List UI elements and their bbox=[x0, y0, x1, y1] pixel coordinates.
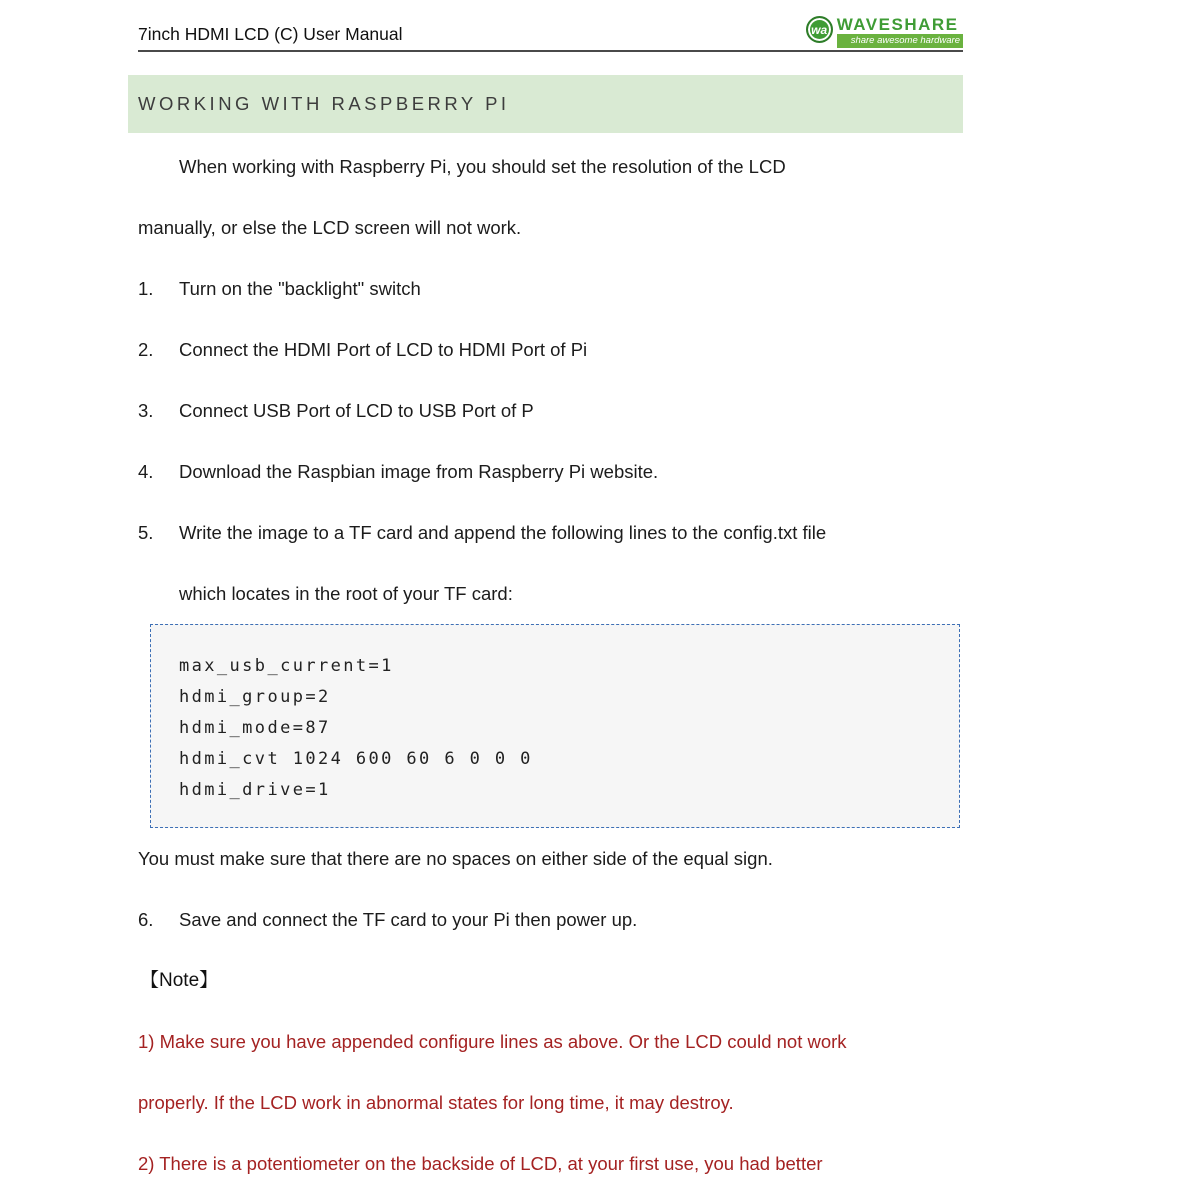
step-4 bbox=[138, 441, 962, 502]
config-line-1: max_usb_current=1 bbox=[179, 656, 394, 676]
step-6-text: Save and connect the TF card to your Pi then power up. bbox=[179, 909, 638, 930]
waveshare-logo bbox=[806, 16, 963, 48]
step-4-number: 4. bbox=[138, 461, 154, 482]
config-code-block bbox=[150, 624, 960, 828]
page-header bbox=[138, 16, 963, 48]
section-title: WORKING WITH RASPBERRY PI bbox=[138, 93, 510, 114]
step-5 bbox=[138, 502, 962, 563]
step-1-number: 1. bbox=[138, 278, 154, 299]
step-1-text: Turn on the "backlight" switch bbox=[179, 278, 421, 299]
config-line-4: hdmi_cvt 1024 600 60 6 0 0 0 bbox=[179, 749, 533, 769]
equal-sign-note: You must make sure that there are no spaces on either side of the equal sign. bbox=[138, 848, 773, 869]
header-divider bbox=[138, 50, 963, 52]
waveshare-logo-text bbox=[837, 16, 963, 48]
step-2-text: Connect the HDMI Port of LCD to HDMI Port of Pi bbox=[179, 339, 588, 360]
note-2-line-1: 2) There is a potentiometer on the backside of LCD, at your first use, you had better bbox=[138, 1153, 823, 1174]
step-5-number: 5. bbox=[138, 522, 154, 543]
waveshare-logo-icon-text: wa bbox=[811, 22, 828, 37]
waveshare-brand-name: WAVESHARE bbox=[836, 15, 959, 34]
step-1 bbox=[138, 258, 962, 319]
step-3 bbox=[138, 380, 962, 441]
step-3-number: 3. bbox=[138, 400, 154, 421]
note-heading: 【Note】 bbox=[140, 970, 219, 991]
config-line-2: hdmi_group=2 bbox=[179, 687, 331, 707]
step-4-text: Download the Raspbian image from Raspberry Pi website. bbox=[179, 461, 659, 482]
step-5-text: Write the image to a TF card and append the following lines to the config.txt file bbox=[179, 522, 827, 543]
document-title: 7inch HDMI LCD (C) User Manual bbox=[138, 24, 403, 44]
intro-line-1: When working with Raspberry Pi, you should set the resolution of the LCD bbox=[179, 156, 786, 177]
step-5-continuation: which locates in the root of your TF card: bbox=[179, 583, 513, 604]
note-1-line-2: properly. If the LCD work in abnormal states for long time, it may destroy. bbox=[138, 1092, 734, 1113]
step-6 bbox=[138, 889, 962, 950]
section-banner bbox=[128, 75, 963, 133]
step-2 bbox=[138, 319, 962, 380]
config-line-3: hdmi_mode=87 bbox=[179, 718, 331, 738]
step-3-text: Connect USB Port of LCD to USB Port of P bbox=[179, 400, 534, 421]
body-content bbox=[138, 136, 962, 1194]
config-line-5: hdmi_drive=1 bbox=[179, 780, 331, 800]
step-2-number: 2. bbox=[138, 339, 154, 360]
step-6-number: 6. bbox=[138, 909, 154, 930]
note-1-line-1: 1) Make sure you have appended configure lines as above. Or the LCD could not work bbox=[138, 1031, 847, 1052]
waveshare-logo-icon bbox=[806, 16, 833, 43]
waveshare-tagline: share awesome hardware bbox=[837, 34, 963, 48]
intro-line-2: manually, or else the LCD screen will not work. bbox=[138, 217, 522, 238]
